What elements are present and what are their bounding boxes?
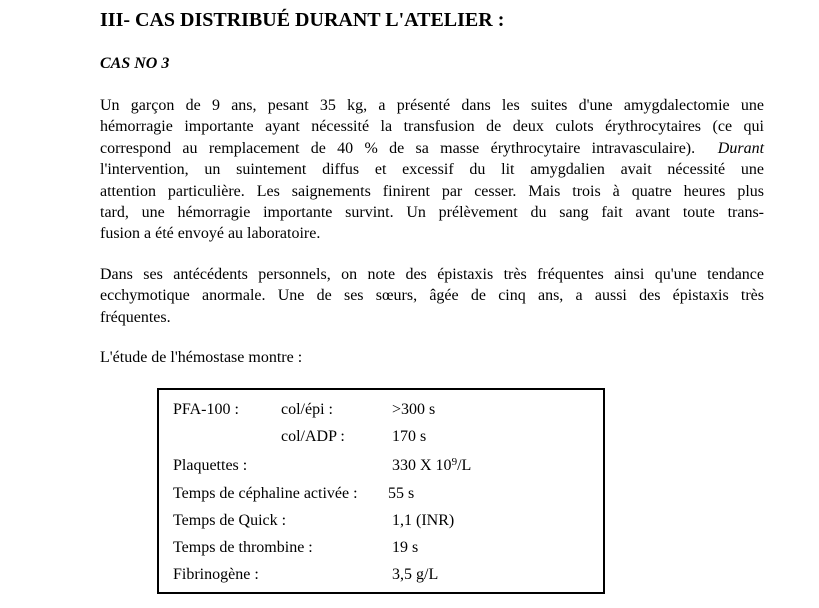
paragraph-italic-text: Durant [717,139,765,157]
cephaline-value: 55 s [388,485,415,502]
paragraph-line: Dans ses antécédents personnels, on note des épistaxis très fréquentes ainsi qu'une tendance [100,266,764,283]
col-epi-label: col/épi : [281,401,333,418]
plaquettes-value [392,456,471,476]
paragraph-line: ecchymotique anormale. Une de ses sœurs, âgée de cinq ans, a aussi des épistaxis très [100,287,764,305]
thrombine-value: 19 s [392,539,419,556]
col-epi-value: >300 s [392,401,436,418]
plaquettes-exponent: 9 [451,456,458,468]
case-description-paragraph [100,95,764,245]
paragraph-line: attention particulière. Les saignements finirent par cesser. Mais trois à quatre heures plus [100,182,764,200]
paragraph-text: correspond au remplacement de 40 % de sa masse érythrocytaire intravasculaire). [100,139,696,157]
col-adp-label: col/ADP : [281,428,345,445]
paragraph-line: Un garçon de 9 ans, pesant 35 kg, a présenté dans les suites d'une amygdalectomie une [100,97,764,114]
hemostasis-intro: L'étude de l'hémostase montre : [100,349,303,366]
paragraph-line: fréquentes. [100,308,171,326]
fibrinogene-value: 3,5 g/L [392,566,439,583]
col-adp-value: 170 s [392,428,427,445]
paragraph-line: fusion a été envoyé au laboratoire. [100,225,321,243]
paragraph-line: l'intervention, un suintement diffus et excessif du lit amygdalien avait nécessité une [100,161,764,179]
section-heading: III- CAS DISTRIBUÉ DURANT L'ATELIER : [100,9,505,31]
quick-label: Temps de Quick : [173,512,287,529]
hemostasis-results-box [157,388,605,594]
plaquettes-label: Plaquettes : [173,457,248,474]
fibrinogene-label: Fibrinogène : [173,566,259,583]
quick-value: 1,1 (INR) [392,512,455,529]
plaquettes-value-prefix: 330 X 10 [392,457,452,474]
cephaline-label: Temps de céphaline activée : [173,485,358,502]
case-heading: CAS NO 3 [100,55,170,72]
paragraph-line [100,138,764,159]
pfa-label: PFA-100 : [173,401,239,418]
history-paragraph [100,264,764,328]
plaquettes-unit: /L [457,457,472,474]
thrombine-label: Temps de thrombine : [173,539,313,556]
paragraph-line: tard, une hémorragie importante survint. Un prélèvement du sang fait avant toute trans- [100,204,764,222]
paragraph-line: hémorragie importante ayant nécessité la transfusion de deux culots érythrocytaires (ce qui [100,118,764,136]
